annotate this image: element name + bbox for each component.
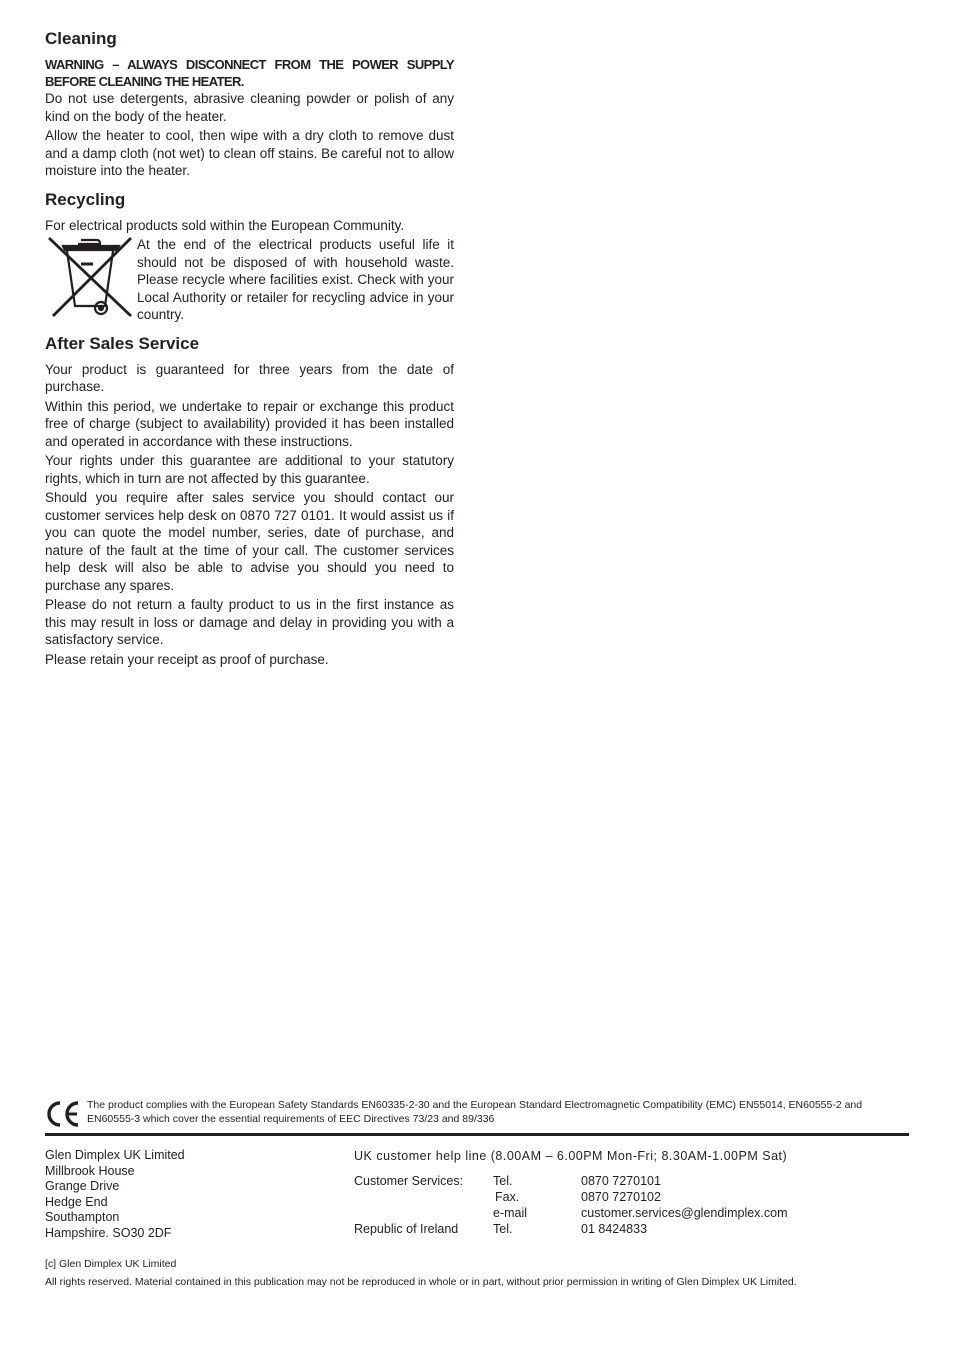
address-line: Glen Dimplex UK Limited [45, 1148, 185, 1162]
after-sales-heading: After Sales Service [45, 333, 200, 353]
compliance-text: The product complies with the European Safety Standards EN60335-2-30 and the European Standard Electromagnetic Compatibility (EMC) EN55014, EN60555-2 and EN60555-3 which cover the essential requirements of EEC Directives 73/23 and 89/336 [87, 1099, 863, 1125]
contact-label: Fax. [495, 1190, 520, 1204]
recycling-body: At the end of the electrical products useful life it should not be disposed of with household waste. Please recycle where facilities exist. Check with your Local Authority or retailer for recycling advice in your country. [137, 237, 454, 322]
main-column [45, 28, 454, 677]
ireland-label: Republic of Ireland [354, 1222, 459, 1236]
recycling-section [45, 189, 454, 324]
contact-label: e-mail [493, 1206, 528, 1220]
ireland-row [354, 1221, 787, 1237]
contact-value: 01 8424833 [581, 1222, 648, 1236]
contact-label: Tel. [493, 1222, 513, 1236]
recycling-row [45, 236, 454, 324]
contact-row [354, 1205, 787, 1221]
email-value: customer.services@glendimplex.com [581, 1206, 788, 1220]
address-line: Hampshire. SO30 2DF [45, 1225, 172, 1240]
contact-value: 0870 7270101 [581, 1174, 661, 1188]
contact-value: 0870 7270102 [581, 1190, 661, 1204]
contact-label: Tel. [493, 1174, 513, 1188]
copyright: [c] Glen Dimplex UK Limited [45, 1258, 177, 1270]
contact-row [354, 1173, 787, 1189]
after-sales-paragraph: Within this period, we undertake to repair or exchange this product free of charge (subject to availability) provided it has been installed and operated in accordance with these instructions. [45, 398, 454, 449]
cleaning-paragraph-1: Do not use detergents, abrasive cleaning powder or polish of any kind on the body of the heater. [45, 91, 454, 124]
after-sales-paragraph: Your product is guaranteed for three years from the date of purchase. [45, 361, 454, 394]
address-line: Hedge End [45, 1194, 108, 1209]
crossed-out-wheelie-bin-icon [45, 236, 135, 320]
rights-notice: All rights reserved. Material contained in this publication may not be reproduced in whole or in part, without prior permission in writing of Glen Dimplex UK Limited. [45, 1276, 797, 1288]
recycling-intro: For electrical products sold within the European Community. [45, 217, 405, 233]
contact-block [354, 1148, 787, 1237]
help-line: UK customer help line (8.00AM – 6.00PM Mon-Fri; 8.30AM-1.00PM Sat) [354, 1149, 788, 1163]
after-sales-paragraph: Should you require after sales service you should contact our customer services help desk on 0870 727 0101. It would assist us if you can quote the model number, series, date of purchase, and nature of the fault at the time of your call. The customer services help desk will also be able to advise you should you need to purchase any spares. [45, 490, 454, 593]
after-sales-paragraph: Your rights under this guarantee are additional to your statutory rights, which in turn are not affected by this guarantee. [45, 453, 454, 486]
company-address [45, 1148, 185, 1241]
cleaning-section [45, 28, 454, 180]
customer-services-label: Customer Services: [354, 1174, 464, 1188]
address-line: Millbrook House [45, 1163, 135, 1178]
ce-mark-icon [45, 1100, 81, 1128]
divider [45, 1133, 909, 1136]
address-line: Grange Drive [45, 1179, 120, 1193]
after-sales-paragraph: Please retain your receipt as proof of purchase. [45, 651, 329, 667]
after-sales-section [45, 333, 454, 669]
after-sales-paragraph: Please do not return a faulty product to us in the first instance as this may result in loss or damage and delay in providing you with a satisfactory service. [45, 597, 454, 647]
address-line: Southampton [45, 1210, 120, 1224]
cleaning-paragraph-2: Allow the heater to cool, then wipe with a dry cloth to remove dust and a damp cloth (not wet) to clean off stains. Be careful not to allow moisture into the heater. [45, 128, 454, 178]
cleaning-warning: WARNING – ALWAYS DISCONNECT FROM THE POWER SUPPLY BEFORE CLEANING THE HEATER. [45, 57, 454, 89]
contact-row [354, 1189, 787, 1205]
cleaning-heading: Cleaning [45, 29, 117, 48]
recycling-heading: Recycling [45, 189, 126, 209]
compliance-notice [45, 1098, 909, 1128]
